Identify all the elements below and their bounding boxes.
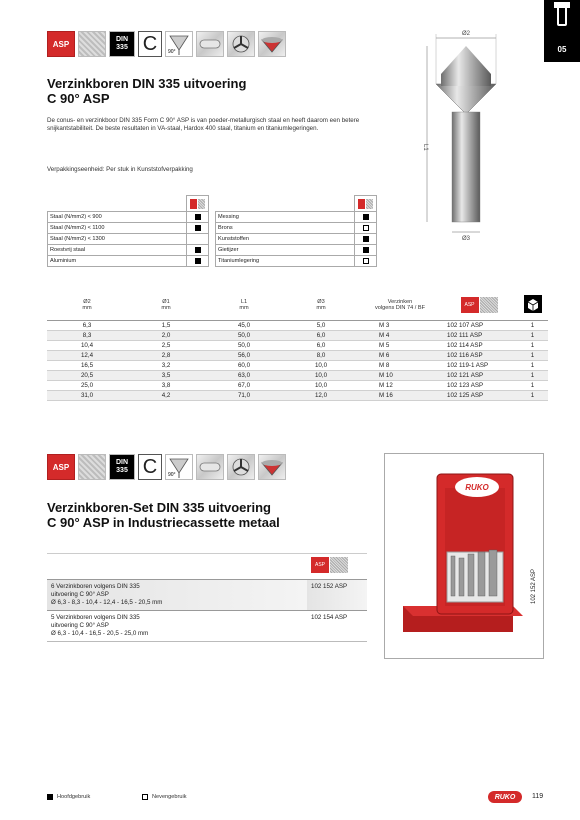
property-icons	[47, 31, 286, 57]
material-row	[48, 245, 209, 256]
main-use-marker	[195, 258, 201, 264]
material-label: Kunststoffen	[216, 234, 355, 245]
table-cell: 102 119-1 ASP	[441, 360, 517, 370]
table-cell: 56,0	[205, 350, 283, 360]
table-row	[47, 360, 548, 370]
d2-label: Ø2	[461, 31, 471, 37]
table-cell: M 8	[359, 360, 441, 370]
table-cell: 5,0	[283, 320, 359, 330]
set-article: 102 154 ASP	[307, 611, 367, 642]
table-cell: 6,0	[283, 330, 359, 340]
table-row	[47, 390, 548, 400]
product-title: Verzinkboren DIN 335 uitvoering C 90° ASP	[47, 76, 247, 106]
table-cell: 1	[517, 380, 548, 390]
material-row	[216, 256, 377, 267]
table-cell: M 10	[359, 370, 441, 380]
form-c-icon: C	[138, 31, 162, 57]
dimensions-table	[47, 290, 548, 401]
table-cell: 8,3	[47, 330, 127, 340]
column-header: Ø1 mm	[127, 290, 205, 320]
packaging-info: Verpakkingseenheid: Per stuk in Kunststofverpakking	[47, 166, 193, 173]
material-label: Aluminium	[48, 256, 187, 267]
table-cell: 102 107 ASP	[441, 320, 517, 330]
photo-caption: 102 152 ASP	[531, 568, 537, 604]
table-cell: 6,0	[283, 340, 359, 350]
table-cell: 50,0	[205, 330, 283, 340]
table-cell: M 12	[359, 380, 441, 390]
table-cell: 4,2	[127, 390, 205, 400]
brand-logo: RUKO	[488, 791, 522, 803]
table-cell: 31,0	[47, 390, 127, 400]
surface-icon	[78, 31, 106, 57]
material-row	[216, 223, 377, 234]
main-use-marker	[195, 214, 201, 220]
table-cell: 10,4	[47, 340, 127, 350]
l1-label: L1	[422, 144, 428, 151]
materials-table-left	[47, 195, 209, 267]
table-cell: 1	[517, 390, 548, 400]
material-row	[216, 212, 377, 223]
material-row	[48, 212, 209, 223]
material-label: Staal (N/mm2) < 900	[48, 212, 187, 223]
material-label: Titaniumlegering	[216, 256, 355, 267]
material-label: Gietijzer	[216, 245, 355, 256]
table-cell: 6,3	[47, 320, 127, 330]
chapter-tab	[544, 0, 580, 62]
main-use-marker	[195, 225, 201, 231]
table-cell: 10,0	[283, 370, 359, 380]
table-cell: M 3	[359, 320, 441, 330]
table-cell: 10,0	[283, 380, 359, 390]
chapter-number: 05	[557, 45, 567, 54]
din-icon: DIN 335	[109, 31, 135, 57]
material-label: Staal (N/mm2) < 1300	[48, 234, 187, 245]
column-header: Ø3 mm	[283, 290, 359, 320]
table-cell: 1	[517, 360, 548, 370]
material-row	[48, 256, 209, 267]
table-cell: 1	[517, 330, 548, 340]
main-use-marker	[363, 247, 369, 253]
material-label: Messing	[216, 212, 355, 223]
table-cell: 102 116 ASP	[441, 350, 517, 360]
d3-label: Ø3	[461, 236, 471, 242]
table-cell: 3,2	[127, 360, 205, 370]
countersink-drawing	[415, 24, 533, 244]
table-cell: 12,4	[47, 350, 127, 360]
case-brand: RUKO	[465, 483, 489, 492]
set-table	[47, 553, 367, 642]
table-row	[47, 380, 548, 390]
main-use-marker	[195, 247, 201, 253]
material-row	[216, 245, 377, 256]
table-cell: M 5	[359, 340, 441, 350]
column-header: Verzinken volgens DIN 74 / BF	[359, 290, 441, 320]
page-number: 119	[532, 793, 544, 800]
table-row	[47, 320, 548, 330]
table-cell: 67,0	[205, 380, 283, 390]
secondary-use-marker	[363, 225, 369, 231]
set-article: 102 152 ASP	[307, 580, 367, 611]
asp-header-icon: ASP	[311, 557, 329, 573]
countersink-icon	[258, 31, 286, 57]
three-flute-icon	[227, 454, 255, 480]
table-cell: 1	[517, 350, 548, 360]
form-c-icon: C	[138, 454, 162, 480]
din-icon: DIN 335	[109, 454, 135, 480]
product-description: De conus- en verzinkboor DIN 335 Form C 90° ASP is van poeder-metallurgisch staal en heeft daarom een betere snijkantstabiliteit. De beste resultaten in VA-staal, Hardox 400 staal, titanium en titaniumlegeringen.	[47, 117, 360, 133]
table-cell: 1	[517, 370, 548, 380]
table-cell: 2,0	[127, 330, 205, 340]
table-cell: 102 111 ASP	[441, 330, 517, 340]
main-use-marker	[363, 214, 369, 220]
table-cell: 3,5	[127, 370, 205, 380]
drill-icon	[557, 4, 567, 26]
dimensions-header	[47, 290, 548, 320]
set-photo	[384, 453, 544, 659]
metal-case-image	[385, 454, 543, 658]
table-cell: 63,0	[205, 370, 283, 380]
table-cell: 2,5	[127, 340, 205, 350]
material-label: Staal (N/mm2) < 1100	[48, 223, 187, 234]
angle-90-icon: 90°	[165, 31, 193, 57]
table-row	[47, 340, 548, 350]
column-header: L1 mm	[205, 290, 283, 320]
table-cell: M 4	[359, 330, 441, 340]
table-cell: M 6	[359, 350, 441, 360]
asp-icon: ASP	[47, 454, 75, 480]
set-property-icons	[47, 454, 286, 480]
material-row	[48, 234, 209, 245]
material-row	[48, 223, 209, 234]
cylinder-shank-icon	[196, 31, 224, 57]
surface-icon	[78, 454, 106, 480]
table-cell: 102 121 ASP	[441, 370, 517, 380]
table-cell: 45,0	[205, 320, 283, 330]
main-use-marker	[363, 236, 369, 242]
table-cell: 1	[517, 340, 548, 350]
table-cell: 102 123 ASP	[441, 380, 517, 390]
asp-header-icon: ASP	[461, 297, 479, 313]
surface-header-icon	[330, 557, 348, 573]
table-cell: 1	[517, 320, 548, 330]
countersink-icon	[258, 454, 286, 480]
table-cell: 60,0	[205, 360, 283, 370]
cylinder-shank-icon	[196, 454, 224, 480]
secondary-use-marker	[363, 258, 369, 264]
column-header: Ø2 mm	[47, 290, 127, 320]
set-row: 6 Verzinkboren volgens DIN 335 uitvoering C 90° ASP Ø 6,3 - 8,3 - 10,4 - 12,4 - 16,5 - 20,5 mm 102 152 ASP	[47, 580, 367, 611]
set-title: Verzinkboren-Set DIN 335 uitvoering C 90° ASP in Industriecassette metaal	[47, 500, 280, 530]
table-cell: 50,0	[205, 340, 283, 350]
table-row	[47, 350, 548, 360]
material-label: Roestvrij staal	[48, 245, 187, 256]
asp-icon: ASP	[47, 31, 75, 57]
table-cell: 102 114 ASP	[441, 340, 517, 350]
table-cell: 25,0	[47, 380, 127, 390]
legend-main-use: Hoofdgebruik	[47, 794, 90, 800]
table-row	[47, 330, 548, 340]
angle-90-icon: 90°	[165, 454, 193, 480]
table-cell: 20,5	[47, 370, 127, 380]
table-cell: 102 125 ASP	[441, 390, 517, 400]
table-cell: 8,0	[283, 350, 359, 360]
material-row	[216, 234, 377, 245]
table-row	[47, 370, 548, 380]
table-cell: 16,5	[47, 360, 127, 370]
table-cell: 12,0	[283, 390, 359, 400]
surface-header-icon	[480, 297, 498, 313]
table-cell: 3,8	[127, 380, 205, 390]
table-cell: 10,0	[283, 360, 359, 370]
set-row: 5 Verzinkboren volgens DIN 335 uitvoering C 90° ASP Ø 6,3 - 10,4 - 16,5 - 20,5 - 25,0 mm 102 154 ASP	[47, 611, 367, 642]
package-icon	[524, 295, 542, 313]
table-cell: M 16	[359, 390, 441, 400]
table-cell: 1,5	[127, 320, 205, 330]
legend-secondary-use: Nevengebruik	[142, 794, 187, 800]
material-label: Brons	[216, 223, 355, 234]
three-flute-icon	[227, 31, 255, 57]
materials-table-right	[215, 195, 377, 267]
table-cell: 71,0	[205, 390, 283, 400]
table-cell: 2,8	[127, 350, 205, 360]
